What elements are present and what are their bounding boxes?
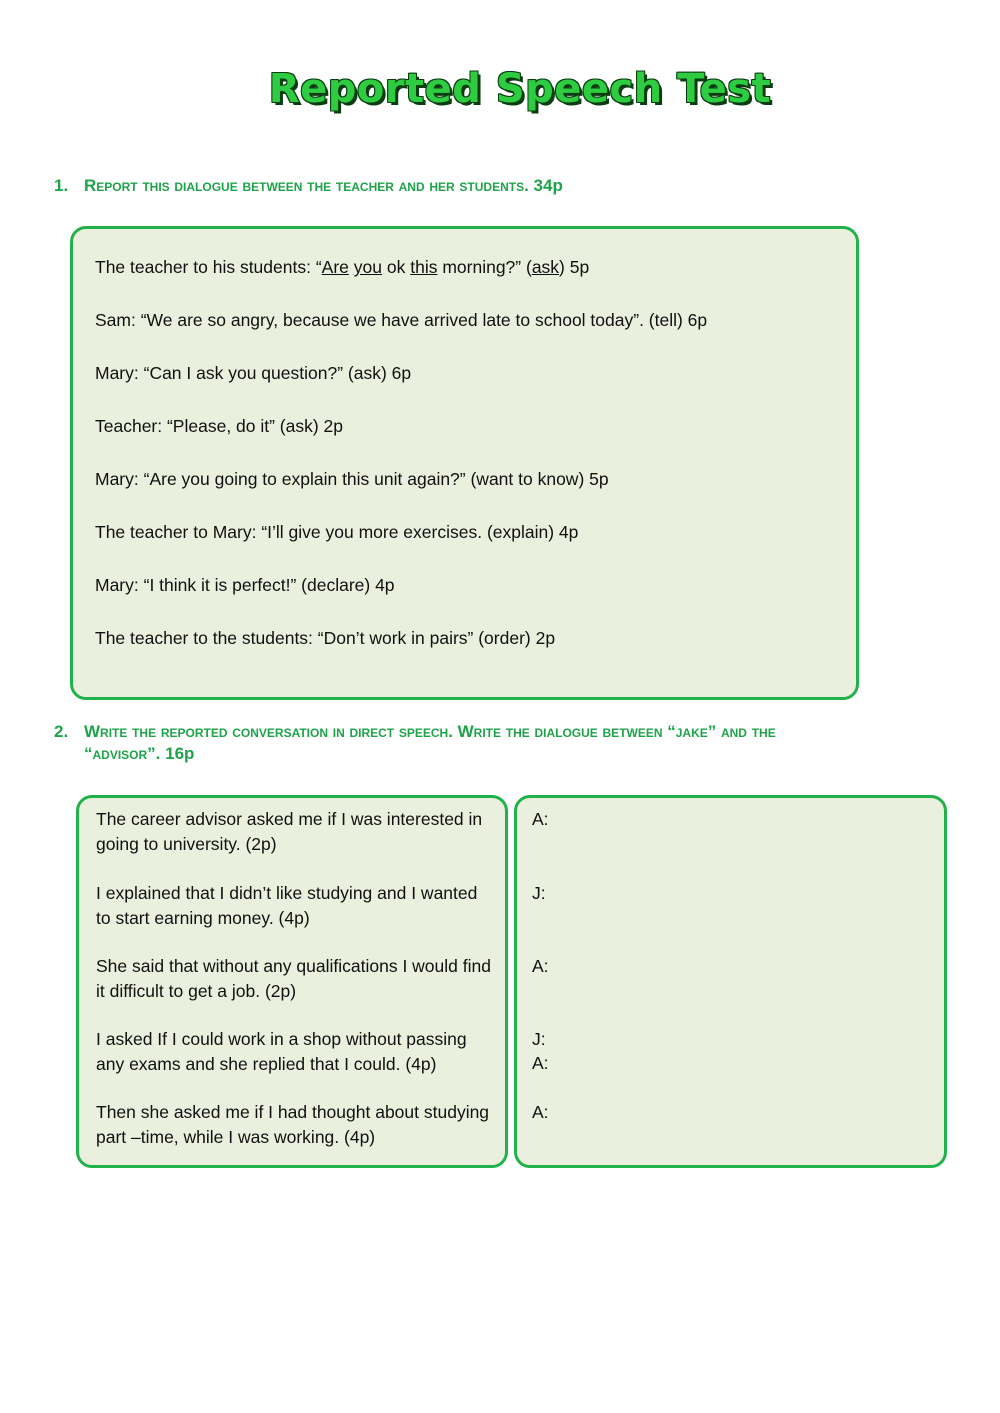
section-1-heading-text: Report this dialogue between the teacher and her students.: [84, 176, 529, 195]
page-title: Reported Speech Test: [268, 66, 772, 112]
reported-item-1: The career advisor asked me if I was interested in going to university. (2p): [96, 809, 483, 854]
underlined-you: you: [353, 257, 382, 277]
speaker-label-3: A:: [532, 956, 549, 976]
dialogue-line-1: [95, 255, 589, 279]
section-1-points: 34p: [533, 176, 563, 195]
speaker-label-4: J:: [532, 1029, 546, 1049]
underlined-this: this: [410, 257, 438, 277]
section-2-number: 2.: [54, 722, 69, 741]
speaker-label-6: A:: [532, 1102, 549, 1122]
dialogue-box: [70, 226, 859, 700]
speaker-label-1: A:: [532, 809, 549, 829]
dialogue-line-6: The teacher to Mary: “I’ll give you more exercises. (explain) 4p: [95, 522, 579, 542]
section-2-heading-line-1: Write the reported conversation in direct speech. Write the dialogue between “jake” and the: [84, 722, 776, 741]
dialogue-line-3: Mary: “Can I ask you question?” (ask) 6p: [95, 363, 412, 383]
reported-item-2: I explained that I didn’t like studying and I wanted to start earning money. (4p): [96, 883, 478, 928]
reported-speech-box: [76, 795, 508, 1168]
line-1-word-ok: ok: [386, 257, 406, 277]
section-2-points: 16p: [165, 744, 195, 763]
section-2-heading-line-2: “advisor”.: [84, 744, 161, 763]
section-1-heading: [54, 175, 944, 197]
section-1-number: 1.: [54, 176, 69, 195]
section-2-heading: [54, 721, 944, 765]
underlined-ask: ask: [531, 257, 560, 277]
reported-item-5: Then she asked me if I had thought about studying part –time, while I was working. (4p): [96, 1102, 490, 1147]
line-1-prefix: The teacher to his students: “: [95, 257, 322, 277]
direct-speech-box: [514, 795, 947, 1168]
dialogue-line-2: Sam: “We are so angry, because we have arrived late to school today”. (tell) 6p: [95, 310, 708, 330]
line-1-word-morning: morning?” (: [442, 257, 532, 277]
reported-item-3: She said that without any qualifications I would find it difficult to get a job. (2p): [96, 956, 491, 1001]
dialogue-line-7: Mary: “I think it is perfect!” (declare) 4p: [95, 575, 395, 595]
speaker-label-5: A:: [532, 1053, 549, 1073]
dialogue-line-8: The teacher to the students: “Don’t work in pairs” (order) 2p: [95, 628, 556, 648]
underlined-are: Are: [321, 257, 349, 277]
dialogue-line-5: Mary: “Are you going to explain this unit again?” (want to know) 5p: [95, 469, 609, 489]
line-1-suffix: ) 5p: [559, 257, 590, 277]
speaker-label-2: J:: [532, 883, 546, 903]
reported-item-4: I asked If I could work in a shop without passing any exams and she replied that I could. (4p): [96, 1029, 467, 1074]
dialogue-line-4: Teacher: “Please, do it” (ask) 2p: [95, 416, 344, 436]
